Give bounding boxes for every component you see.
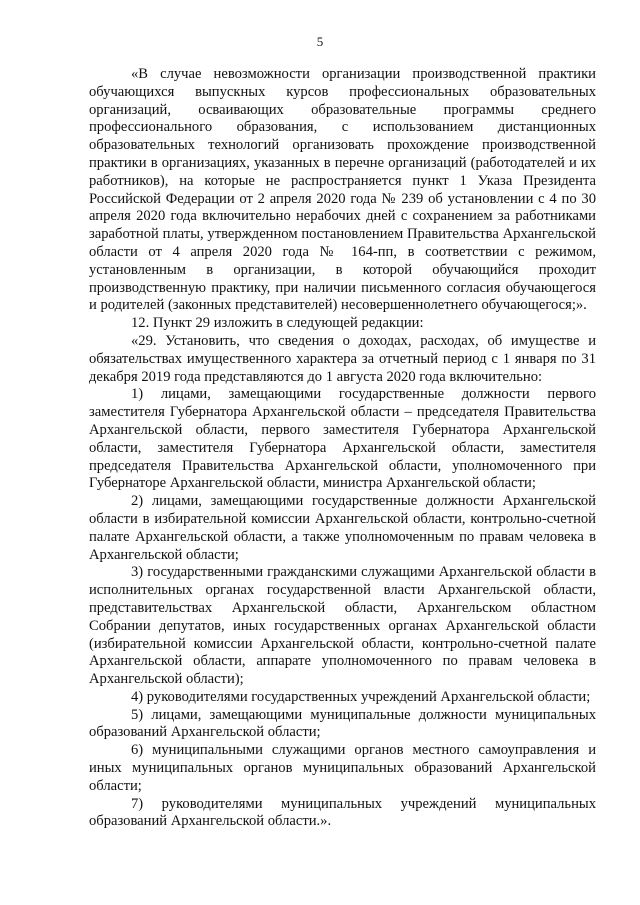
- list-item-7: 7) руководителями муниципальных учреждений муниципальных образований Архангельской области.».: [89, 795, 596, 830]
- list-item-5: 5) лицами, замещающими муниципальные должности муниципальных образований Архангельской области;: [89, 706, 596, 741]
- paragraph-practice-clause: «В случае невозможности организации производственной практики обучающихся выпускных курсов профессиональных образовательных организаций, осваивающих образовательные программы среднего профессионального образования, с использованием дистанционных образовательных технологий организовать прохождение производственной практики в организациях, указанных в перечне организаций (работодателей и их работников), на которые не распространяется пункт 1 Указа Президента Российской Федерации от 2 апреля 2020 года № 239 об установлении с 4 по 30 апреля 2020 года включительно нерабочих дней с сохранением за работниками заработной платы, утвержденном постановлением Правительства Архангельской области от 4 апреля 2020 года № 164-пп, в соответствии с режимом, установленным в организации, в которой обучающийся проходит производственную практику, при наличии письменного согласия обучающегося и родителей (законных представителей) несовершеннолетнего обучающегося;».: [89, 66, 596, 314]
- list-item-1: 1) лицами, замещающими государственные должности первого заместителя Губернатора Архангельской области – председателя Правительства Архангельской области, первого заместителя Губернатора Архангельской области, заместителя Губернатора Архангельской области, заместителя председателя Правительства Архангельской области, уполномоченного при Губернаторе Архангельской области, министра Архангельской области;: [89, 386, 596, 492]
- document-body: [89, 66, 596, 831]
- page-number: 5: [316, 34, 324, 49]
- list-item-4: 4) руководителями государственных учреждений Архангельской области;: [131, 688, 591, 705]
- paragraph-item-29: «29. Установить, что сведения о доходах, расходах, об имуществе и обязательствах имущественного характера за отчетный период с 1 января по 31 декабря 2019 года представляются до 1 августа 2020 года включительно:: [89, 332, 596, 385]
- list-item-2: 2) лицами, замещающими государственные должности Архангельской области в избирательной комиссии Архангельской области, контрольно-счетной палате Архангельской области, а также уполномоченным по правам человека в Архангельской области;: [89, 493, 596, 563]
- list-item-3: 3) государственными гражданскими служащими Архангельской области в исполнительных органах государственной власти Архангельской области, представительствах Архангельской области, Архангельском областном Собрании депутатов, иных государственных органах Архангельской области (избирательной комиссии Архангельской области, контрольно-счетной палате Архангельской области, аппарате уполномоченного по правам человека в Архангельской области);: [89, 564, 596, 688]
- paragraph-item-12: 12. Пункт 29 изложить в следующей редакции:: [131, 315, 424, 332]
- list-item-6: 6) муниципальными служащими органов местного самоуправления и иных муниципальных органов муниципальных образований Архангельской области;: [89, 742, 596, 794]
